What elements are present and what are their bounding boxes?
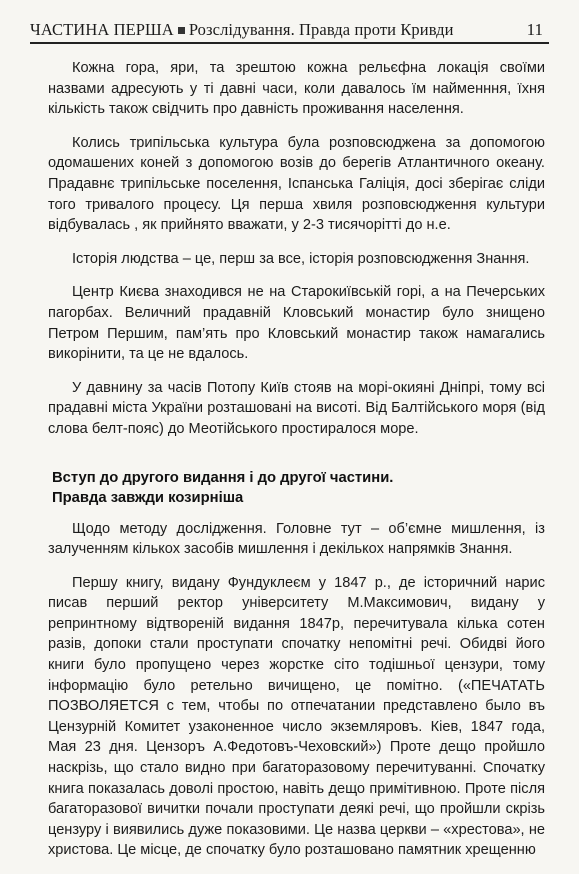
header-title: [30, 20, 454, 40]
page-number: 11: [526, 20, 543, 39]
paragraph: Центр Києва знаходився не на Старокиївській горі, а на Печерських пагорбах. Величний прадавній Кловський монастир було знищено Петром Першим, пам’ять про Кловський монастир також намагались викорінити, та це не вдалось.: [48, 284, 545, 363]
page-body: [48, 58, 545, 874]
part-label: ЧАСТИНА ПЕРША: [30, 20, 174, 39]
paragraph: Кожна гора, яри, та зрештою кожна рельєфна локація своїми назвами адресують у ті давні часи, коли давалось їм найменння, їхня кількість також свідчить про давність проживання населення.: [48, 60, 545, 118]
paragraph: У давнину за часів Потопу Київ стояв на морі-окияні Дніпрі, тому всі прадавні міста України розташовані на висоті. Від Балтійського моря (від слова белт-пояс) до Меотійського простиралося море.: [48, 379, 545, 437]
chapter-title: Розслідування. Правда проти Кривди: [188, 20, 454, 39]
paragraph: Колись трипільська культура була розповсюджена за допомогою одомашених коней з допомогою возів до берегів Атлантичного океану. Прадавнє трипільське поселення, Іспанська Галіція, досі зберігає сліди того тривалого процесу. Ця перша хвиля розповсюдження культури відбувалась , як прийнято вважати, у 2-3 тисячорітті до н.е.: [48, 134, 545, 234]
paragraph: Історія людства – це, перш за все, історія розповсюдження Знання.: [72, 250, 530, 267]
section-heading-line: Правда завжди козирніша: [52, 490, 244, 506]
section-heading: [48, 468, 545, 509]
section-heading-line: Вступ до другого видання і до другої частини.: [52, 469, 394, 486]
separator-square-icon: [178, 27, 185, 34]
running-header: [30, 12, 549, 44]
paragraph: Першу книгу, видану Фундуклеєм у 1847 р., де історичний нарис писав перший ректор університету М.Максимович, видану у репринтному відтвореній видання 1847р, перечитувала кілька сотен разів, допоки стали проступати спочатку непомітні речі. Обидві його книги було пропущено через жорстке сіто тодішньої цензури, тому інформацію було ретельно вичищено, це помітно. («ПЕЧАТАТЬ ПОЗВОЛЯЕТСЯ с тем, чтобы по отпечатании представлено было въ Цензурній Комитет узаконенное число экземляровъ. Кіев, 1847 года, Мая 23 дня. Цензоръ А.Федотовъ-Чеховский») Проте дещо пройшло наскрізь, що стало видно при багаторазовому перечитуванні. Спочатку книга показалась доволі простою, навіть дещо примітивною. Проте після багаторазової вичитки почали проступати деякі речі, що пройшли скрізь цензуру і виявились дуже показовими. Це назва церкви – «хрестова», не христова. Це місце, де спочатку було розташовано памятник хрещенню: [48, 574, 545, 859]
paragraph: Щодо методу дослідження. Головне тут – об’ємне мишлення, із залученням кількох засобів мишлення і декількох напрямків Знання.: [48, 520, 545, 558]
